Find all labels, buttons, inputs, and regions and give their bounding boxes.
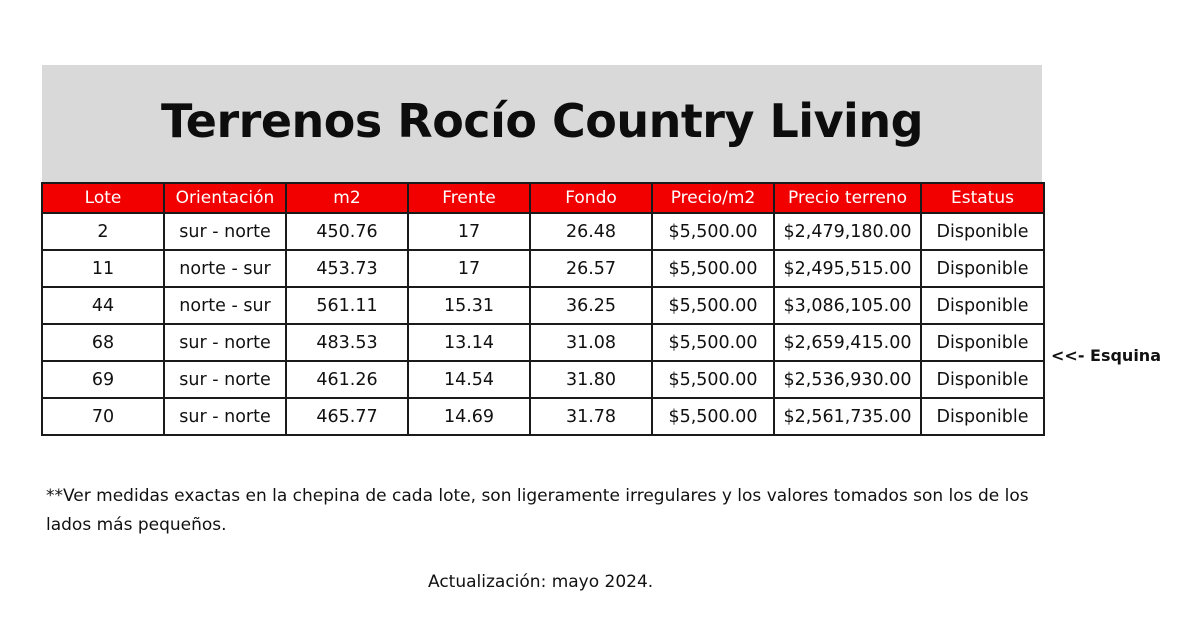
cell-m2: 450.76 (286, 213, 408, 250)
header-precio-m2: Precio/m2 (652, 183, 774, 213)
cell-orientacion: norte - sur (164, 250, 286, 287)
cell-precio-m2: $5,500.00 (652, 361, 774, 398)
header-precio-terreno: Precio terreno (774, 183, 921, 213)
update-date: Actualización: mayo 2024. (428, 572, 654, 592)
cell-estatus: Disponible (921, 398, 1044, 435)
header-estatus: Estatus (921, 183, 1044, 213)
cell-precio-terreno: $3,086,105.00 (774, 287, 921, 324)
cell-orientacion: norte - sur (164, 287, 286, 324)
cell-m2: 453.73 (286, 250, 408, 287)
cell-fondo: 26.57 (530, 250, 652, 287)
cell-estatus: Disponible (921, 361, 1044, 398)
cell-lote: 44 (42, 287, 164, 324)
cell-lote: 69 (42, 361, 164, 398)
cell-lote: 2 (42, 213, 164, 250)
cell-fondo: 31.78 (530, 398, 652, 435)
cell-lote: 68 (42, 324, 164, 361)
cell-precio-m2: $5,500.00 (652, 398, 774, 435)
header-lote: Lote (42, 183, 164, 213)
cell-frente: 15.31 (408, 287, 530, 324)
cell-frente: 17 (408, 213, 530, 250)
cell-precio-terreno: $2,479,180.00 (774, 213, 921, 250)
cell-precio-terreno: $2,561,735.00 (774, 398, 921, 435)
cell-estatus: Disponible (921, 250, 1044, 287)
table-row (42, 324, 1044, 361)
table-row (42, 213, 1044, 250)
cell-orientacion: sur - norte (164, 361, 286, 398)
cell-precio-terreno: $2,495,515.00 (774, 250, 921, 287)
cell-m2: 461.26 (286, 361, 408, 398)
page-title: Terrenos Rocío Country Living (161, 94, 923, 148)
cell-precio-m2: $5,500.00 (652, 213, 774, 250)
cell-estatus: Disponible (921, 287, 1044, 324)
header-orientacion: Orientación (164, 183, 286, 213)
cell-orientacion: sur - norte (164, 213, 286, 250)
table-row (42, 398, 1044, 435)
cell-frente: 14.69 (408, 398, 530, 435)
cell-frente: 13.14 (408, 324, 530, 361)
cell-frente: 14.54 (408, 361, 530, 398)
cell-m2: 465.77 (286, 398, 408, 435)
cell-estatus: Disponible (921, 213, 1044, 250)
cell-fondo: 36.25 (530, 287, 652, 324)
corner-lot-note: <<- Esquina (1051, 346, 1161, 365)
cell-frente: 17 (408, 250, 530, 287)
footnote: **Ver medidas exactas en la chepina de cada lote, son ligeramente irregulares y los valores tomados son los de los lados más pequeños. (46, 486, 1029, 535)
cell-estatus: Disponible (921, 324, 1044, 361)
cell-m2: 483.53 (286, 324, 408, 361)
cell-lote: 11 (42, 250, 164, 287)
table-row (42, 287, 1044, 324)
lots-table (41, 182, 1045, 436)
cell-precio-terreno: $2,659,415.00 (774, 324, 921, 361)
cell-precio-terreno: $2,536,930.00 (774, 361, 921, 398)
cell-precio-m2: $5,500.00 (652, 324, 774, 361)
cell-fondo: 31.80 (530, 361, 652, 398)
header-fondo: Fondo (530, 183, 652, 213)
table-row (42, 361, 1044, 398)
cell-fondo: 26.48 (530, 213, 652, 250)
cell-fondo: 31.08 (530, 324, 652, 361)
header-m2: m2 (286, 183, 408, 213)
cell-precio-m2: $5,500.00 (652, 287, 774, 324)
cell-m2: 561.11 (286, 287, 408, 324)
cell-precio-m2: $5,500.00 (652, 250, 774, 287)
cell-orientacion: sur - norte (164, 324, 286, 361)
header-frente: Frente (408, 183, 530, 213)
cell-lote: 70 (42, 398, 164, 435)
table-row (42, 250, 1044, 287)
table-header-row (42, 183, 1044, 213)
cell-orientacion: sur - norte (164, 398, 286, 435)
